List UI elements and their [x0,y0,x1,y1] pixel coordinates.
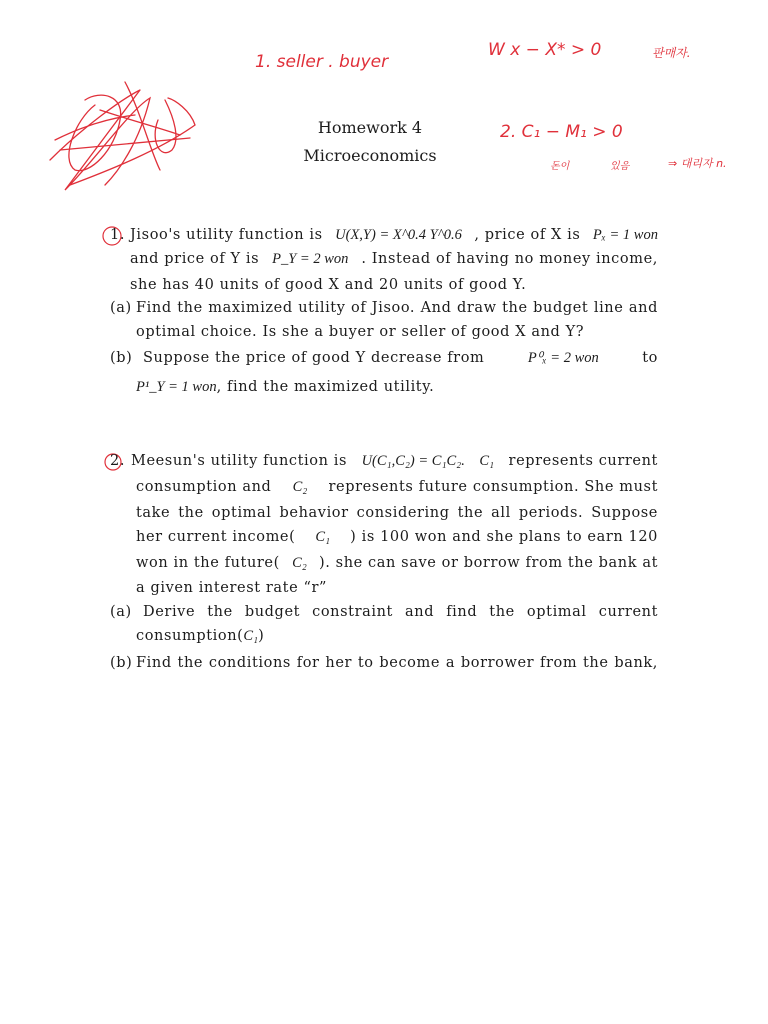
q1-line1-text-a: Jisoo's utility function is [130,227,323,243]
q2-c2-symbol: C₂ [292,479,308,495]
annotation-have: 있음 [610,161,630,172]
q1b-line1-text-b: to [642,350,658,366]
q1b-line2-text: , find the maximized utility. [216,379,435,395]
q2-line1-text-a: Meesun's utility function is [131,453,348,469]
q1-price-x: Pₓ = 1 won [592,227,658,243]
annotation-wx-inequality: W x − X* > 0 [488,40,602,60]
q1b-old-price: P⁰ₓ = 2 won [527,350,599,366]
annotation-money: 돈이 [550,161,570,172]
q2a-line2 [136,628,264,645]
q2-line1 [131,453,658,470]
q2a-line1: Derive the budget constraint and find the optimal current [143,604,658,620]
q1b-line1-text-a: Suppose the price of good Y decrease from [143,350,485,366]
q2-line5-text-a: won in the future( [136,555,280,571]
page-subtitle: Microeconomics [303,146,437,165]
q2a-line2-text-b: ) [258,628,265,644]
q2-line3: take the optimal behavior considering the all periods. Suppose [136,505,658,521]
page-title: Homework 4 [317,118,423,137]
annotation-c1-inequality: 2. C₁ − M₁ > 0 [500,122,623,142]
q2a-label: (a) [110,604,132,620]
q2-line4-text-b: ) is 100 won and she plans to earn 120 [350,529,658,545]
q1-price-y: P_Y = 2 won [272,251,349,267]
q2-line6: a given interest rate “r” [136,580,328,596]
q2-line2 [136,479,658,496]
q2-line2-text-a: consumption and [136,479,272,495]
annotation-lender: ⇒ 대리자 n. [668,157,727,170]
q2-line4-text-a: her current income( [136,529,296,545]
annotation-seller-buyer: 1. seller . buyer [255,52,389,72]
q1-line3: she has 40 units of good X and 20 units of good Y. [130,277,527,293]
q1b-line2 [136,379,434,396]
q1a-line1: Find the maximized utility of Jisoo. And draw the budget line and [136,300,658,316]
q1-line1-text-b: , price of X is [474,227,581,243]
q2-utility-formula: U(C₁,C₂) = C₁C₂. [361,453,465,469]
q1-line2 [130,251,658,268]
q1b-line1 [143,350,658,367]
q2-number: 2. [110,453,126,469]
q1a-line2: optimal choice. Is she a buyer or seller of good X and Y? [136,324,585,340]
q2-line4-c1: C₁ [315,529,331,545]
annotation-seller-note: 판매자. [652,46,691,60]
q1-line2-text-b: . Instead of having no money income, [361,251,658,267]
q2-line5-c2: C₂ [292,555,307,571]
q2b-label: (b) [110,655,133,671]
q2-line2-text-b: represents future consumption. She must [328,479,658,495]
q2-line4 [136,529,658,546]
q1-number: 1. [110,227,126,243]
q2-line5-text-b: ). she can save or borrow from the bank at [319,555,658,571]
q2a-c1: C₁ [243,628,259,644]
q1-line2-text-a: and price of Y is [130,251,260,267]
q1b-new-price: P¹_Y = 1 won [136,379,217,395]
q2-c1-symbol: C₁ [479,453,495,469]
q2b-line1: Find the conditions for her to become a borrower from the bank, [136,655,658,671]
q2-line1-text-b: represents current [508,453,658,469]
q1a-label: (a) [110,300,132,316]
q1-utility-formula: U(X,Y) = X^0.4 Y^0.6 [335,227,462,243]
q1-line1 [130,227,658,244]
q2a-line2-text-a: consumption( [136,628,244,644]
q1b-label: (b) [110,350,133,366]
q2-line5 [136,555,658,572]
